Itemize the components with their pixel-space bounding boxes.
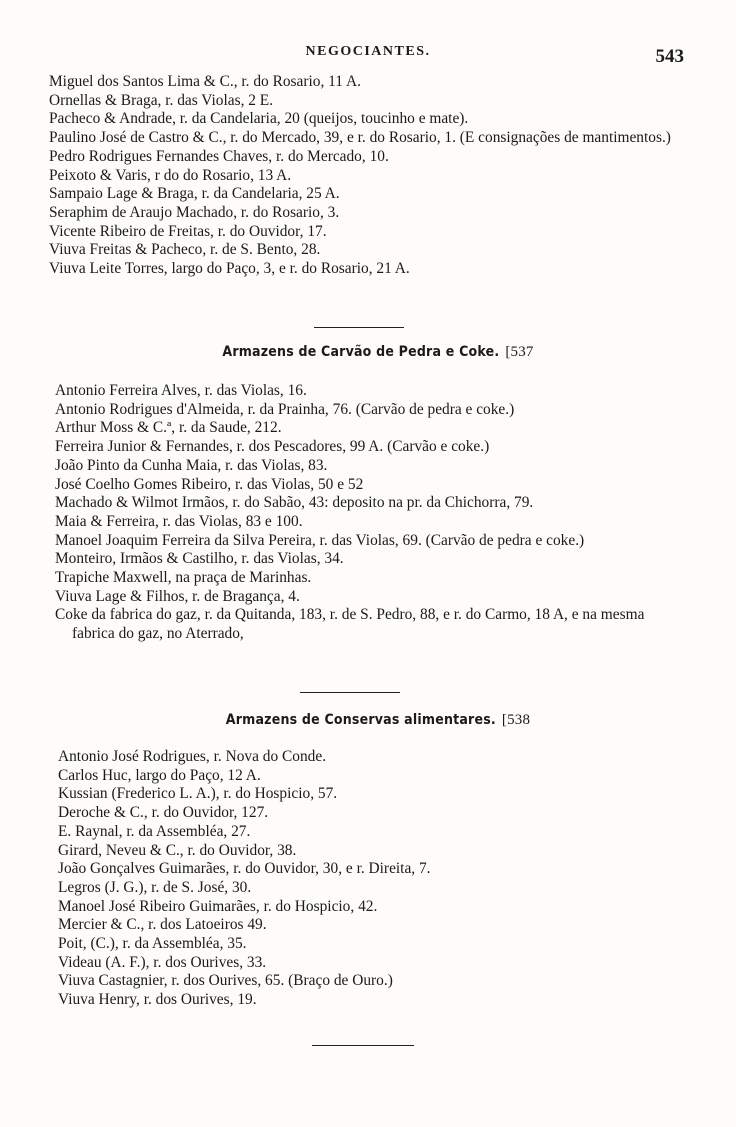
section-divider [300,692,400,693]
directory-entry: Viuva Freitas & Pacheco, r. de S. Bento, 28. [49,241,321,259]
directory-entry: Girard, Neveu & C., r. do Ouvidor, 38. [58,841,297,859]
directory-entry: E. Raynal, r. da Assembléa, 27. [58,822,251,840]
section-divider [314,327,404,328]
directory-entry: Legros (J. G.), r. de S. José, 30. [58,878,252,896]
directory-entry: João Pinto da Cunha Maia, r. das Violas, 83. [55,456,328,474]
directory-entry: Vicente Ribeiro de Freitas, r. do Ouvidor, 17. [49,222,327,240]
coal-warehouse-list [55,382,680,644]
directory-entry: Antonio José Rodrigues, r. Nova do Conde. [58,748,327,765]
directory-entry: José Coelho Gomes Ribeiro, r. das Violas, 50 e 52 [55,475,364,493]
section-number: [537 [505,344,534,360]
directory-entry: Deroche & C., r. do Ouvidor, 127. [58,804,269,822]
running-head [0,44,736,66]
directory-entry: Kussian (Frederico L. A.), r. do Hospicio, 57. [58,785,338,803]
directory-entry: Coke da fabrica do gaz, r. da Quitanda, 183, r. de S. Pedro, 88, e r. do Carmo, 18 A, e na mesma fabrica do gaz, no Aterrado, [55,606,645,643]
directory-entry: Sampaio Lage & Braga, r. da Candelaria, 25 A. [49,185,340,203]
directory-entry: Carlos Huc, largo do Paço, 12 A. [58,766,261,784]
page-number: 543 [655,46,684,67]
section-divider [312,1045,414,1046]
directory-entry: Seraphim de Araujo Machado, r. do Rosario, 3. [49,203,340,221]
directory-entry: Trapiche Maxwell, na praça de Marinhas. [55,569,312,587]
directory-entry: Manoel Joaquim Ferreira da Silva Pereira, r. das Violas, 69. (Carvão de pedra e coke.) [55,531,585,549]
directory-entry: Monteiro, Irmãos & Castilho, r. das Violas, 34. [55,550,344,568]
directory-entry: Viuva Henry, r. dos Ourives, 19. [58,991,257,1009]
directory-entry: Paulino José de Castro & C., r. do Mercado, 39, e r. do Rosario, 1. (E consignações de mantimentos.) [49,129,671,147]
directory-entry: Antonio Rodrigues d'Almeida, r. da Prainha, 76. (Carvão de pedra e coke.) [55,400,515,418]
section-heading-coal [10,344,736,361]
directory-entry: Mercier & C., r. dos Latoeiros 49. [58,916,267,934]
section-title: Armazens de Conservas alimentares. [225,712,496,728]
directory-entry: Arthur Moss & C.ª, r. da Saude, 212. [55,419,282,437]
directory-entry: Videau (A. F.), r. dos Ourives, 33. [58,953,267,971]
directory-entry: Poit, (C.), r. da Assembléa, 35. [58,935,247,953]
directory-entry: Ferreira Junior & Fernandes, r. dos Pescadores, 99 A. (Carvão e coke.) [55,438,490,456]
section-title: Armazens de Carvão de Pedra e Coke. [222,344,500,360]
section-number: [538 [501,712,531,728]
directory-entry: Pedro Rodrigues Fernandes Chaves, r. do Mercado, 10. [49,147,389,165]
directory-entry: Machado & Wilmot Irmãos, r. do Sabão, 43: deposito na pr. da Chichorra, 79. [55,494,534,512]
section-heading-preserves [10,712,736,729]
directory-entry: Viuva Castagnier, r. dos Ourives, 65. (Braço de Ouro.) [58,972,393,990]
directory-entry: João Gonçalves Guimarães, r. do Ouvidor, 30, e r. Direita, 7. [58,860,431,878]
directory-entry: Manoel José Ribeiro Guimarães, r. do Hospicio, 42. [58,897,378,915]
directory-entry: Viuva Lage & Filhos, r. de Bragança, 4. [55,587,300,605]
directory-entry: Maia & Ferreira, r. das Violas, 83 e 100. [55,512,303,530]
directory-entry: Viuva Leite Torres, largo do Paço, 3, e r. do Rosario, 21 A. [49,260,410,278]
merchant-list [49,73,689,279]
running-title: NEGOCIANTES. [305,44,431,59]
preserves-warehouse-list [58,748,678,1010]
directory-entry: Miguel dos Santos Lima & C., r. do Rosario, 11 A. [49,73,361,90]
directory-entry: Ornellas & Braga, r. das Violas, 2 E. [49,91,274,109]
directory-entry: Antonio Ferreira Alves, r. das Violas, 16. [55,382,307,399]
directory-entry: Pacheco & Andrade, r. da Candelaria, 20 (queijos, toucinho e mate). [49,110,469,128]
directory-entry: Peixoto & Varis, r do do Rosario, 13 A. [49,166,292,184]
